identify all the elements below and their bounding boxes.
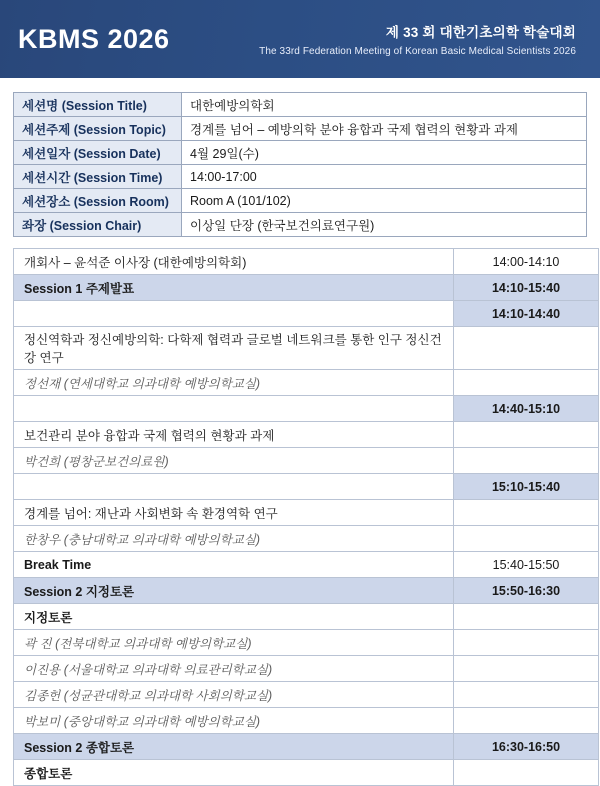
program-row (14, 370, 599, 396)
info-row (14, 117, 587, 141)
program-title: 개회사 – 윤석준 이사장 (대한예방의학회) (14, 249, 454, 275)
info-row (14, 213, 587, 237)
program-speaker: 이진용 (서울대학교 의과대학 의료관리학교실) (14, 656, 454, 682)
program-speaker: 한창우 (충남대학교 의과대학 예방의학교실) (14, 526, 454, 552)
info-row (14, 141, 587, 165)
session-info-table (13, 92, 587, 237)
program-time: 14:10-15:40 (454, 275, 599, 301)
program-row (14, 708, 599, 734)
program-row (14, 734, 599, 760)
program-row (14, 249, 599, 275)
page-header (0, 0, 600, 78)
program-time: 14:40-15:10 (454, 396, 599, 422)
info-value: 4월 29일(수) (182, 141, 587, 165)
info-value: 경계를 넘어 – 예방의학 분야 융합과 국제 협력의 현황과 과제 (182, 117, 587, 141)
program-time: 15:40-15:50 (454, 552, 599, 578)
program-schedule-table (13, 248, 599, 786)
program-title (14, 396, 454, 422)
program-row (14, 275, 599, 301)
program-time: 14:10-14:40 (454, 301, 599, 327)
program-row (14, 448, 599, 474)
program-row (14, 301, 599, 327)
program-time (454, 682, 599, 708)
program-title: 정신역학과 정신예방의학: 다학제 협력과 글로벌 네트워크를 통한 인구 정신건강 연구 (14, 327, 454, 370)
program-row (14, 630, 599, 656)
program-title: 경계를 넘어: 재난과 사회변화 속 환경역학 연구 (14, 500, 454, 526)
info-value: 이상일 단장 (한국보건의료연구원) (182, 213, 587, 237)
program-title: 종합토론 (14, 760, 454, 786)
conference-title-en: The 33rd Federation Meeting of Korean Basic Medical Scientists 2026 (259, 46, 576, 57)
program-time: 16:30-16:50 (454, 734, 599, 760)
program-time (454, 656, 599, 682)
program-speaker: 박건희 (평창군보건의료원) (14, 448, 454, 474)
page-content (0, 78, 600, 786)
info-value: 대한예방의학회 (182, 93, 587, 117)
info-value: Room A (101/102) (182, 189, 587, 213)
program-row (14, 396, 599, 422)
program-time (454, 760, 599, 786)
program-time: 14:00-14:10 (454, 249, 599, 275)
program-speaker: 박보미 (중앙대학교 의과대학 예방의학교실) (14, 708, 454, 734)
program-time (454, 448, 599, 474)
program-row (14, 760, 599, 786)
program-title (14, 301, 454, 327)
info-label: 세션시간 (Session Time) (14, 165, 182, 189)
program-time: 15:50-16:30 (454, 578, 599, 604)
conference-logo: KBMS 2026 (18, 23, 170, 54)
program-time: 15:10-15:40 (454, 474, 599, 500)
program-row (14, 500, 599, 526)
info-row (14, 189, 587, 213)
program-time (454, 630, 599, 656)
info-label: 세션장소 (Session Room) (14, 189, 182, 213)
conference-title-block (259, 21, 582, 57)
program-speaker: 김종헌 (성균관대학교 의과대학 사회의학교실) (14, 682, 454, 708)
info-value: 14:00-17:00 (182, 165, 587, 189)
program-row (14, 422, 599, 448)
program-time (454, 708, 599, 734)
program-row (14, 474, 599, 500)
program-title: Session 1 주제발표 (14, 275, 454, 301)
conference-title-kr: 제 33 회 대한기초의학 학술대회 (385, 25, 576, 40)
program-title: 보건관리 분야 융합과 국제 협력의 현황과 과제 (14, 422, 454, 448)
program-row (14, 656, 599, 682)
program-row (14, 604, 599, 630)
program-row (14, 578, 599, 604)
program-time (454, 604, 599, 630)
info-row (14, 165, 587, 189)
program-time (454, 370, 599, 396)
program-time (454, 422, 599, 448)
program-time (454, 500, 599, 526)
info-label: 세션명 (Session Title) (14, 93, 182, 117)
program-title: Session 2 종합토론 (14, 734, 454, 760)
program-title (14, 474, 454, 500)
program-row (14, 552, 599, 578)
program-time (454, 526, 599, 552)
program-row (14, 526, 599, 552)
program-title: Session 2 지정토론 (14, 578, 454, 604)
info-label: 세션주제 (Session Topic) (14, 117, 182, 141)
info-label: 좌장 (Session Chair) (14, 213, 182, 237)
program-title: 지정토론 (14, 604, 454, 630)
program-title: Break Time (14, 552, 454, 578)
program-speaker: 정선재 (연세대학교 의과대학 예방의학교실) (14, 370, 454, 396)
info-row (14, 93, 587, 117)
program-row (14, 682, 599, 708)
info-label: 세션일자 (Session Date) (14, 141, 182, 165)
program-row (14, 327, 599, 370)
program-time (454, 327, 599, 370)
program-speaker: 곽 진 (전북대학교 의과대학 예방의학교실) (14, 630, 454, 656)
